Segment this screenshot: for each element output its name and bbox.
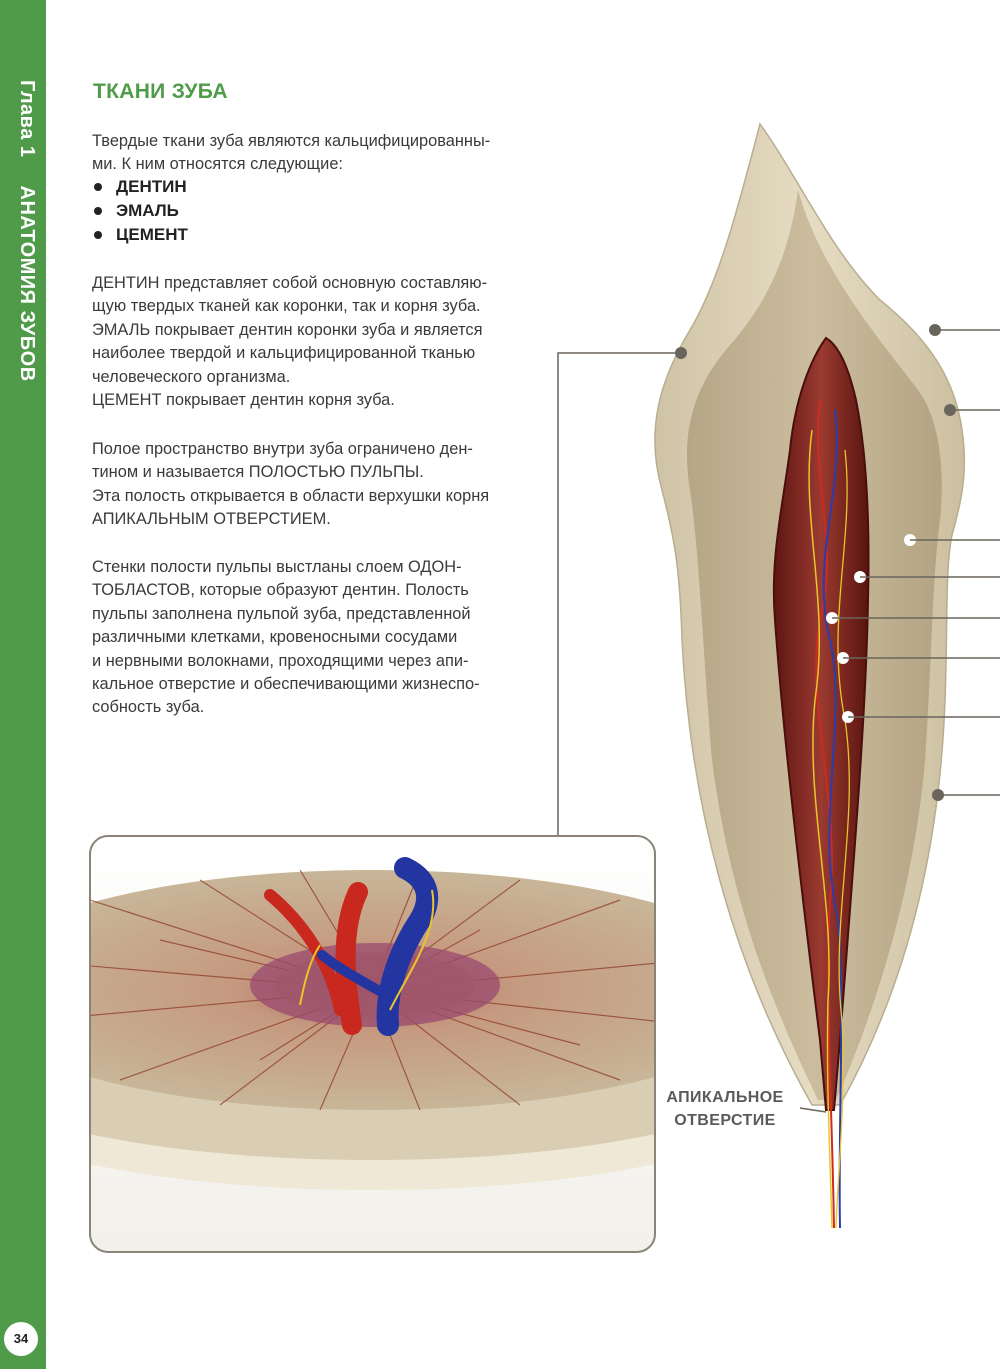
paragraph-line: тином и называется ПОЛОСТЬЮ ПУЛЬПЫ. [92, 463, 424, 482]
paragraph-line: АПИКАЛЬНЫМ ОТВЕРСТИЕМ. [92, 510, 331, 529]
list-item-label: ДЕНТИН [116, 177, 187, 196]
intro-line: Твердые ткани зуба являются кальцифицированны- [92, 132, 491, 150]
paragraph-line: собность зуба. [92, 698, 205, 717]
paragraph-line: различными клетками, кровеносными сосудами [92, 628, 458, 647]
pulp-section-inset [0, 836, 792, 1252]
apical-foramen-label [650, 1086, 800, 1132]
paragraph-line: пульпы заполнена пульпой зуба, представленной [92, 604, 471, 623]
page-title: ТКАНИ ЗУБА [93, 80, 228, 103]
paragraph-line: ЭМАЛЬ покрывает дентин коронки зуба и является [92, 320, 483, 339]
list-item-label: ЦЕМЕНТ [116, 225, 188, 244]
paragraph-line: ЦЕМЕНТ покрывает дентин корня зуба. [92, 391, 395, 410]
list-item-label: ЭМАЛЬ [116, 201, 179, 220]
apex-label-line: ОТВЕРСТИЕ [674, 1112, 776, 1129]
paragraph-line: Полое пространство внутри зуба ограничено ден- [92, 440, 473, 458]
apex-label-line: АПИКАЛЬНОЕ [666, 1089, 784, 1106]
chapter-label: Глава 1 [16, 80, 38, 158]
paragraph-line: кальное отверстие и обеспечивающими жизнеспо- [92, 675, 480, 694]
paragraph-line: ДЕНТИН представляет собой основную составляю- [92, 274, 488, 292]
paragraph-line: Эта полость открывается в области верхушки корня [92, 486, 490, 505]
paragraph-line: Стенки полости пульпы выстланы слоем ОДОН- [92, 558, 462, 576]
paragraph-line: и нервными волокнами, проходящими через апи- [92, 651, 469, 670]
paragraph-line: щую твердых тканей как коронки, так и корня зуба. [92, 297, 481, 316]
page-number: 34 [4, 1322, 38, 1356]
intro-line: ми. К ним относятся следующие: [92, 155, 343, 174]
paragraph-line: ТОБЛАСТОВ, которые образуют дентин. Полость [92, 581, 469, 600]
paragraph-line: наиболее твердой и кальцифицированной тканью [92, 344, 476, 363]
paragraph-line: человеческого организма. [92, 367, 291, 386]
section-label: АНАТОМИЯ ЗУБОВ [16, 185, 38, 382]
